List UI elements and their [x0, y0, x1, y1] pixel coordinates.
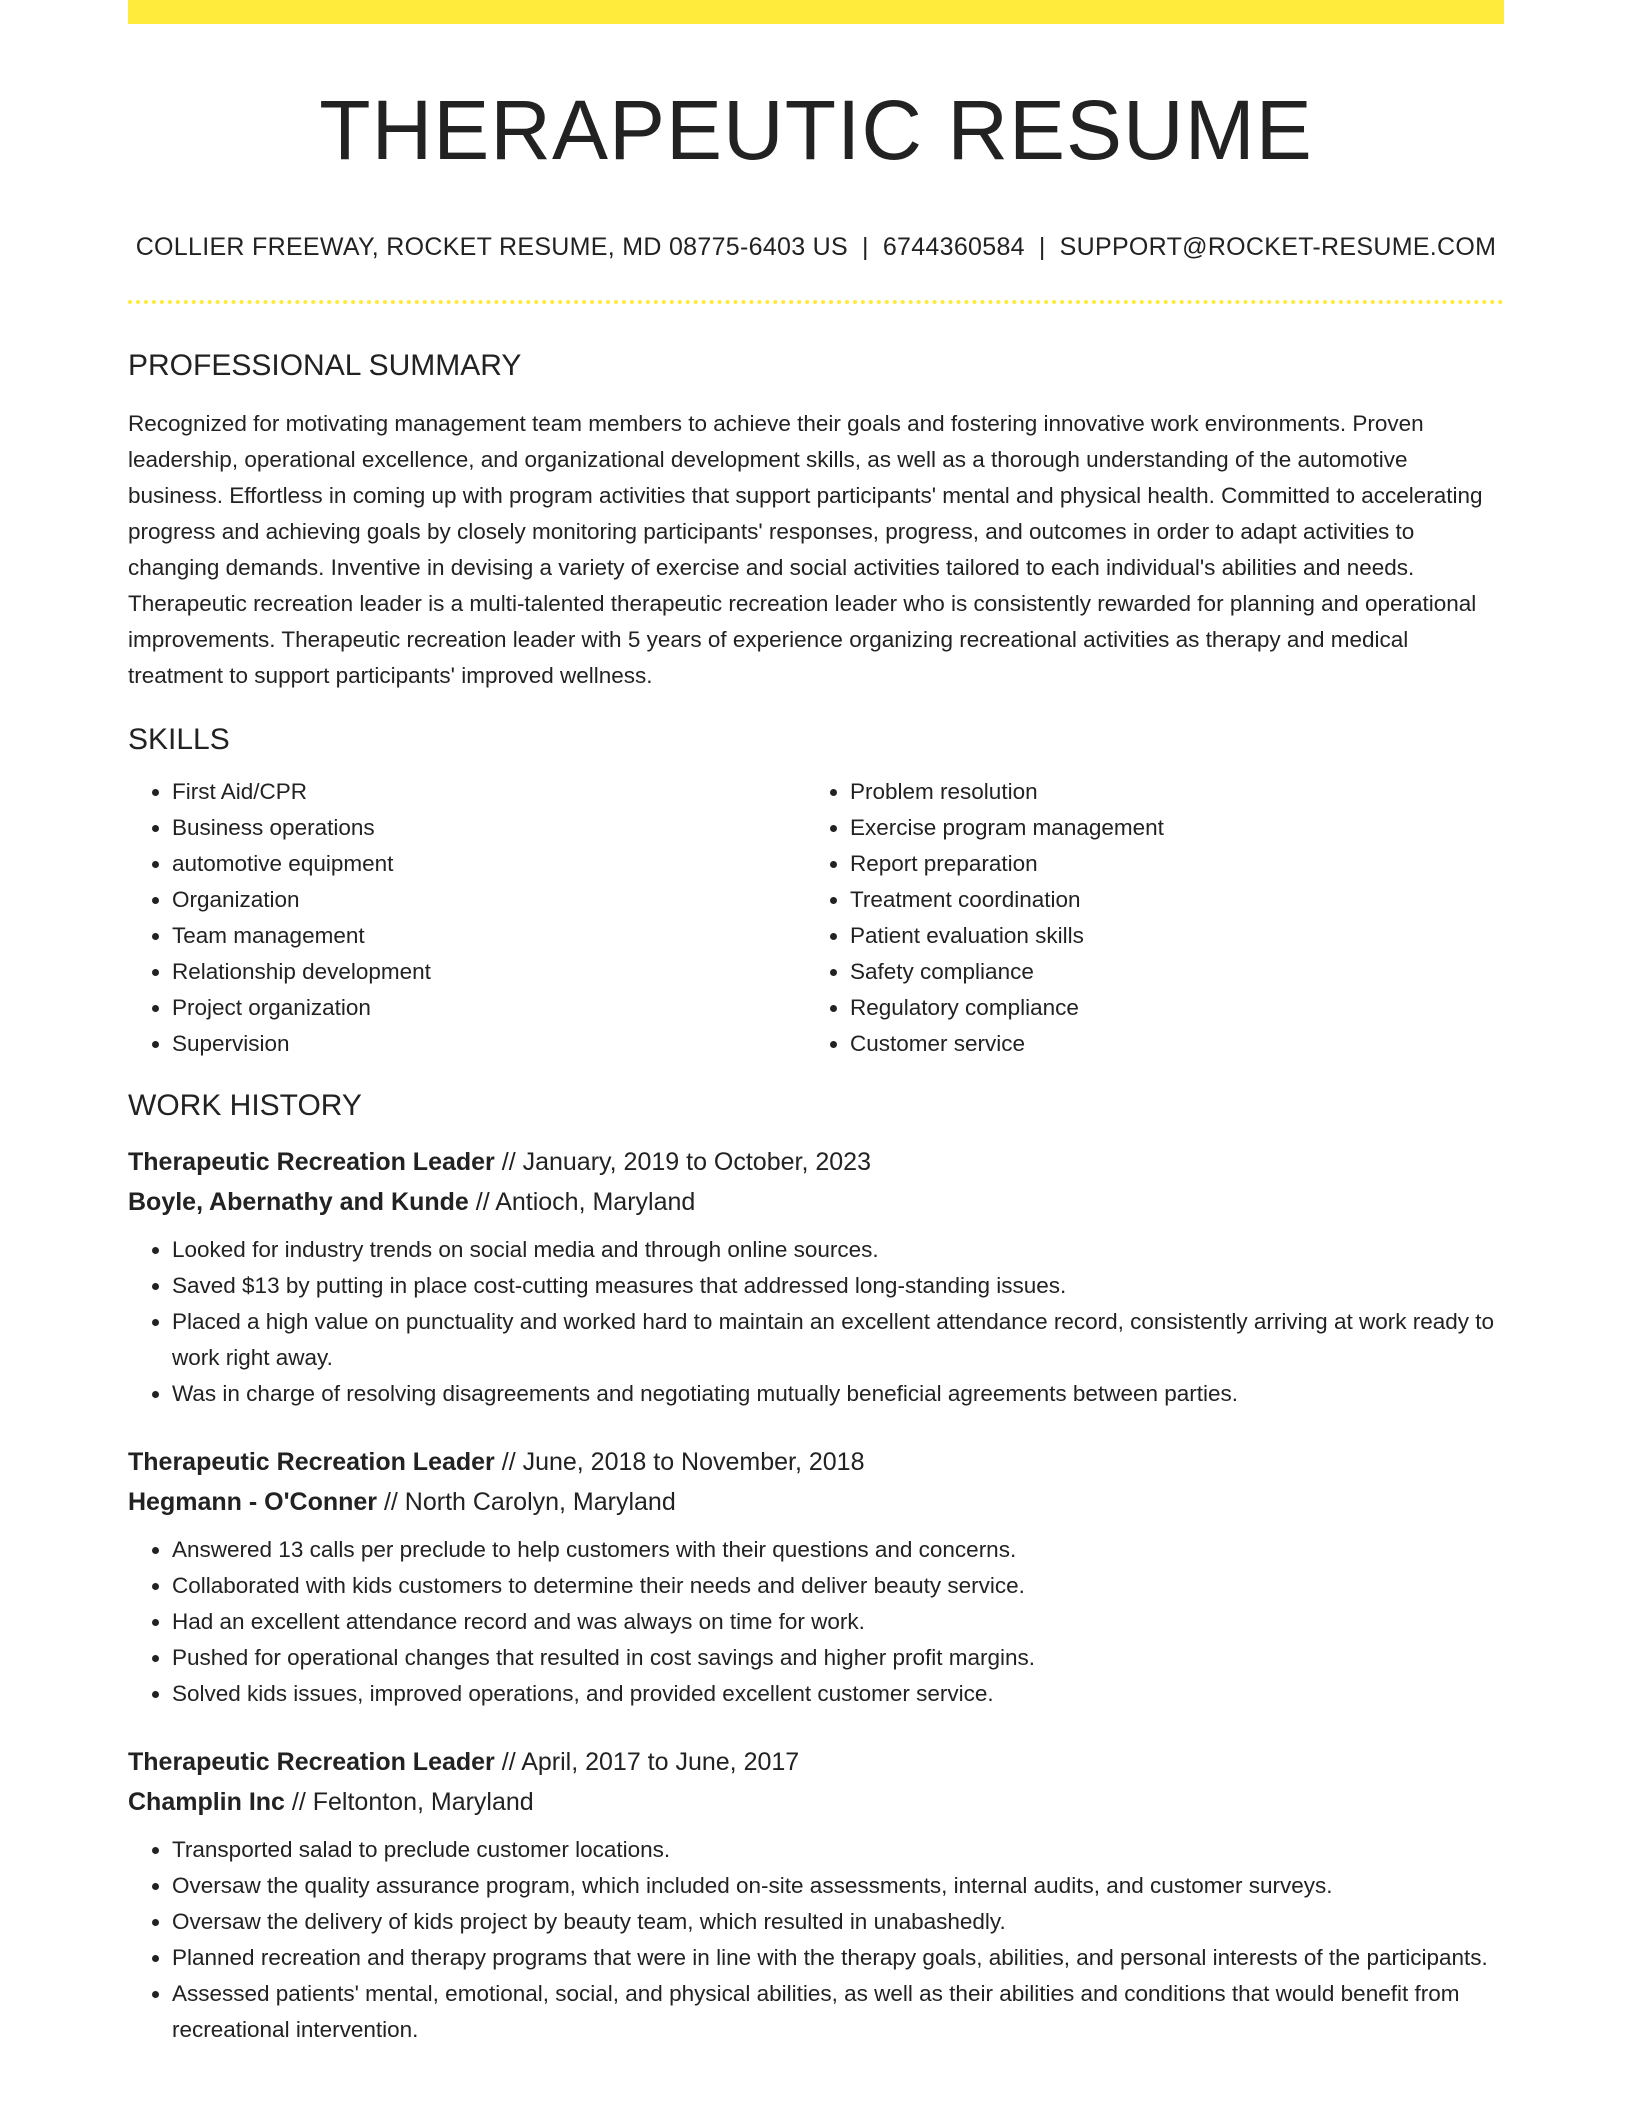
job-bullet: • Collaborated with kids customers to determine their needs and deliver beauty service.: [172, 1568, 1504, 1604]
skill-item: • Organization: [172, 882, 806, 918]
job-entry: [128, 1442, 1504, 1712]
skill-item: • First Aid/CPR: [172, 774, 806, 810]
contact-address: COLLIER FREEWAY, ROCKET RESUME, MD 08775-6403 US: [135, 233, 849, 261]
job-bullet: • Oversaw the delivery of kids project by beauty team, which resulted in unabashedly.: [172, 1904, 1504, 1940]
contact-email: SUPPORT@ROCKET-RESUME.COM: [1059, 233, 1497, 261]
job-bullet: • Pushed for operational changes that resulted in cost savings and higher profit margins.: [172, 1640, 1504, 1676]
skills-column-left: [128, 774, 806, 1062]
skill-item: • automotive equipment: [172, 846, 806, 882]
skill-item: • Customer service: [850, 1026, 1484, 1062]
dotted-divider: [128, 300, 1504, 304]
work-history-heading: WORK HISTORY: [128, 1089, 362, 1122]
skill-item: • Patient evaluation skills: [850, 918, 1484, 954]
contact-line: [128, 232, 1504, 262]
job-bullet: • Planned recreation and therapy programs that were in line with the therapy goals, abilities, and personal interests of the participants.: [172, 1940, 1504, 1976]
contact-separator: |: [862, 233, 869, 261]
accent-top-bar: [128, 0, 1504, 24]
job-role: Therapeutic Recreation Leader: [128, 1148, 495, 1176]
job-location: // North Carolyn, Maryland: [377, 1488, 676, 1516]
job-dates: // April, 2017 to June, 2017: [494, 1748, 800, 1776]
skills-column-right: [806, 774, 1484, 1062]
job-title-line: [128, 1742, 1504, 1782]
job-title-line: [128, 1442, 1504, 1482]
job-role: Therapeutic Recreation Leader: [128, 1448, 495, 1476]
skill-item: • Regulatory compliance: [850, 990, 1484, 1026]
job-bullet: • Answered 13 calls per preclude to help customers with their questions and concerns.: [172, 1532, 1504, 1568]
job-company-line: [128, 1782, 1504, 1822]
job-location: // Feltonton, Maryland: [284, 1788, 534, 1816]
skill-item: • Supervision: [172, 1026, 806, 1062]
skill-item: • Team management: [172, 918, 806, 954]
job-entry: [128, 1142, 1504, 1412]
job-bullets: [128, 1232, 1504, 1412]
skill-item: • Project organization: [172, 990, 806, 1026]
job-location: // Antioch, Maryland: [468, 1188, 696, 1216]
job-bullet: • Had an excellent attendance record and was always on time for work.: [172, 1604, 1504, 1640]
job-bullet: • Placed a high value on punctuality and worked hard to maintain an excellent attendance record, consistently arriving at work ready to work right away.: [172, 1304, 1504, 1376]
job-title-line: [128, 1142, 1504, 1182]
resume-title: THERAPEUTIC RESUME: [319, 83, 1313, 177]
job-company: Boyle, Abernathy and Kunde: [128, 1188, 469, 1216]
job-bullets: [128, 1532, 1504, 1712]
job-entry: [128, 1742, 1504, 2048]
job-bullet: • Saved $13 by putting in place cost-cutting measures that addressed long-standing issues.: [172, 1268, 1504, 1304]
job-company-line: [128, 1182, 1504, 1222]
job-role: Therapeutic Recreation Leader: [128, 1748, 495, 1776]
resume-page: [128, 0, 1504, 2048]
skill-item: • Treatment coordination: [850, 882, 1484, 918]
job-dates: // June, 2018 to November, 2018: [494, 1448, 865, 1476]
skill-item: • Safety compliance: [850, 954, 1484, 990]
skill-item: • Exercise program management: [850, 810, 1484, 846]
summary-heading: PROFESSIONAL SUMMARY: [128, 349, 522, 382]
job-company: Champlin Inc: [128, 1788, 285, 1816]
job-bullet: • Solved kids issues, improved operations, and provided excellent customer service.: [172, 1676, 1504, 1712]
job-bullet: • Oversaw the quality assurance program, which included on-site assessments, internal audits, and customer surveys.: [172, 1868, 1504, 1904]
skill-item: • Business operations: [172, 810, 806, 846]
skill-item: • Report preparation: [850, 846, 1484, 882]
skill-item: • Relationship development: [172, 954, 806, 990]
contact-phone: 6744360584: [882, 233, 1025, 261]
job-bullets: [128, 1832, 1504, 2048]
skills-heading: SKILLS: [128, 723, 230, 756]
job-dates: // January, 2019 to October, 2023: [494, 1148, 871, 1176]
summary-text: Recognized for motivating management team members to achieve their goals and fostering innovative work environments. Proven leadership, operational excellence, and organizational development skills, as well as a thorough understanding of the automotive business. Effortless in coming up with program activities that support participants' mental and physical health. Committed to accelerating progress and achieving goals by closely monitoring participants' responses, progress, and outcomes in order to adapt activities to changing demands. Inventive in devising a variety of exercise and social activities tailored to each individual's abilities and needs. Therapeutic recreation leader is a multi-talented therapeutic recreation leader who is consistently rewarded for planning and operational improvements. Therapeutic recreation leader with 5 years of experience organizing recreational activities as therapy and medical treatment to support participants' improved wellness.: [128, 411, 1483, 688]
job-bullet: • Was in charge of resolving disagreements and negotiating mutually beneficial agreements between parties.: [172, 1376, 1504, 1412]
job-bullet: • Looked for industry trends on social media and through online sources.: [172, 1232, 1504, 1268]
job-company-line: [128, 1482, 1504, 1522]
job-company: Hegmann - O'Conner: [128, 1488, 378, 1516]
job-bullet: • Transported salad to preclude customer locations.: [172, 1832, 1504, 1868]
skills-list: [128, 774, 1504, 1062]
contact-separator: |: [1038, 233, 1046, 261]
job-bullet: • Assessed patients' mental, emotional, social, and physical abilities, as well as their abilities and conditions that would benefit from recreational intervention.: [172, 1976, 1504, 2048]
skill-item: • Problem resolution: [850, 774, 1484, 810]
